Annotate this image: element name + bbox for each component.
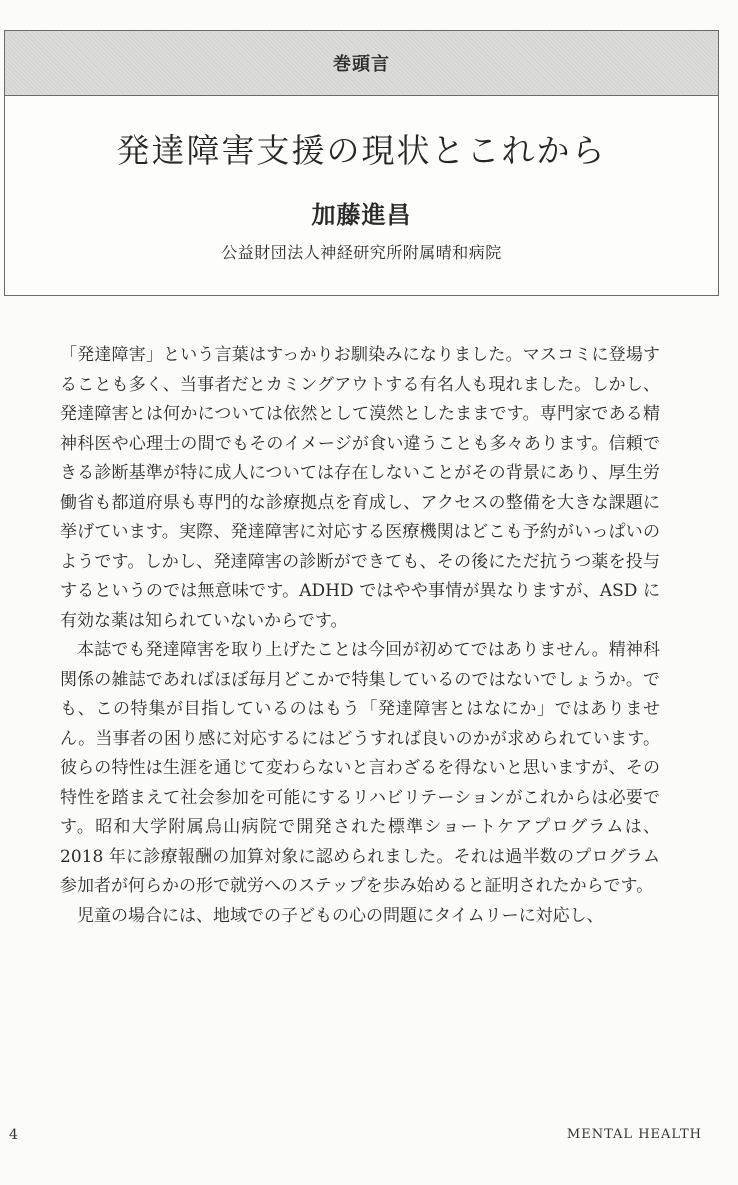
body-paragraph-2: 本誌でも発達障害を取り上げたことは今回が初めてではありません。精神科関係の雑誌であればほぼ毎月どこかで特集しているのではないでしょうか。でも、この特集が目指しているのはもう「発達障害とはなにか」ではありません。当事者の困り感に対応するにはどうすれば良いのかが求められています。彼らの特性は生涯を通じて変わらないと言わざるを得ないと思いますが、その特性を踏まえて社会参加を可能にするリハビリテーションがこれからは必要です。昭和大学附属烏山病院で開発された標準ショートケアプログラムは、2018 年に診療報酬の加算対象に認められました。それは過半数のプログラム参加者が何らかの形で就労へのステップを歩み始めると証明されたからです。: [60, 640, 660, 896]
article-body: [60, 341, 660, 931]
author-name: 加藤進昌: [311, 201, 412, 229]
body-paragraph-3: 児童の場合には、地域での子どもの心の問題にタイムリーに対応し、: [77, 905, 604, 926]
header-box: [4, 30, 719, 296]
article-title: 発達障害支援の現状とこれから: [116, 131, 607, 170]
journal-name: MENTAL HEALTH: [566, 1127, 702, 1142]
author-affiliation: 公益財団法人神経研究所附属晴和病院: [221, 243, 502, 262]
section-label: 巻頭言: [333, 54, 390, 75]
body-paragraph-1: 「発達障害」という言葉はすっかりお馴染みになりました。マスコミに登場することも多く、当事者だとカミングアウトする有名人も現れました。しかし、発達障害とは何かについては依然として漠然としたままです。専門家である精神科医や心理士の間でもそのイメージが食い違うことも多々あります。信頼できる診断基準が特に成人については存在しないことがその背景にあり、厚生労働省も都道府県も専門的な診療拠点を育成し、アクセスの整備を大きな課題に挙げています。実際、発達障害に対応する医療機関はどこも予約がいっぱいのようです。しかし、発達障害の診断ができても、その後にただ抗うつ薬を投与するというのでは無意味です。ADHD ではやや事情が異なりますが、ASD に有効な薬は知られていないからです。: [60, 345, 660, 631]
section-band: [5, 31, 718, 96]
page-number: 4: [9, 1127, 18, 1143]
